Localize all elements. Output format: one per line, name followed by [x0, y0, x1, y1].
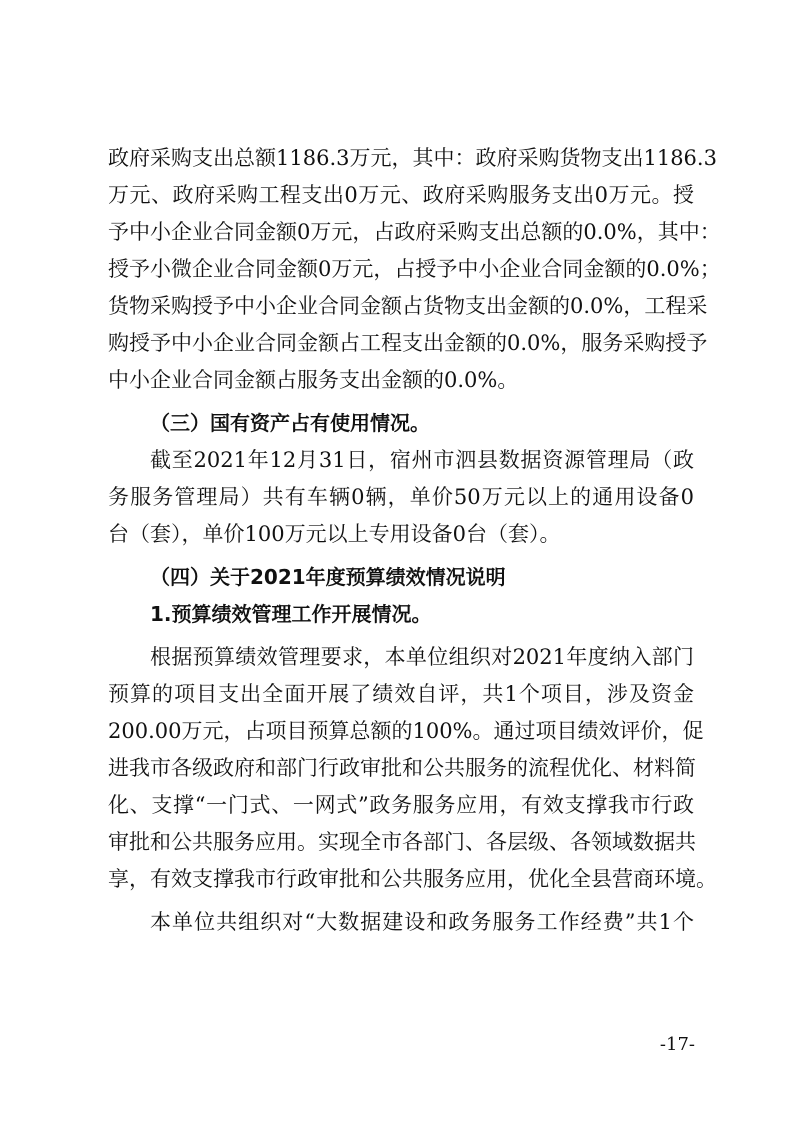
text-line: 进我市各级政府和部门行政审批和公共服务的流程优化、材料简	[108, 756, 696, 780]
text-line: 货物采购授予中小企业合同金额占货物支出金额的0.0%，工程采	[108, 294, 708, 318]
text-line: 享，有效支撑我市行政审批和公共服务应用，优化全县营商环境。	[108, 867, 717, 891]
text-line: 根据预算绩效管理要求，本单位组织对2021年度纳入部门	[150, 645, 694, 669]
text-line: 购授予中小企业合同金额占工程支出金额的0.0%，服务采购授予	[108, 331, 708, 355]
text-line: 政府采购支出总额1186.3万元，其中：政府采购货物支出1186.3	[108, 146, 717, 170]
text-line: 台（套），单价100万元以上专用设备0台（套）。	[108, 522, 561, 546]
text-line: 予中小企业合同金额0万元，占政府采购支出总额的0.0%，其中：	[108, 220, 721, 244]
paragraph-performance-management	[108, 639, 717, 898]
paragraph-government-procurement	[108, 140, 721, 399]
page-number: -17-	[659, 1034, 695, 1055]
text-line: 本单位共组织对“大数据建设和政务服务工作经费”共1个	[150, 910, 694, 934]
text-line: 预算的项目支出全面开展了绩效自评，共1个项目，涉及资金	[108, 682, 694, 706]
text-line: 万元、政府采购工程支出0万元、政府采购服务支出0万元。授	[108, 183, 694, 207]
section-heading-state-assets: （三）国有资产占有使用情况。	[150, 411, 430, 435]
text-line: 化、支撑“一门式、一网式”政务服务应用，有效支撑我市行政	[108, 793, 694, 817]
text-line: 审批和公共服务应用。实现全市各部门、各层级、各领域数据共	[108, 830, 696, 854]
text-line: 截至2021年12月31日，宿州市泗县数据资源管理局（政	[150, 448, 694, 472]
text-line: 200.00万元，占项目预算总额的100%。通过项目绩效评价，促	[108, 719, 704, 743]
paragraph-state-assets	[108, 442, 694, 553]
document-body	[108, 140, 721, 941]
section-heading-budget-performance: （四）关于2021年度预算绩效情况说明	[150, 565, 506, 589]
text-line: 授予小微企业合同金额0万元，占授予中小企业合同金额的0.0%；	[108, 257, 721, 281]
text-line: 务服务管理局）共有车辆0辆，单价50万元以上的通用设备0	[108, 485, 694, 509]
text-line: 中小企业合同金额占服务支出金额的0.0%。	[108, 368, 519, 392]
subsection-heading-performance-management: 1.预算绩效管理工作开展情况。	[150, 602, 432, 626]
